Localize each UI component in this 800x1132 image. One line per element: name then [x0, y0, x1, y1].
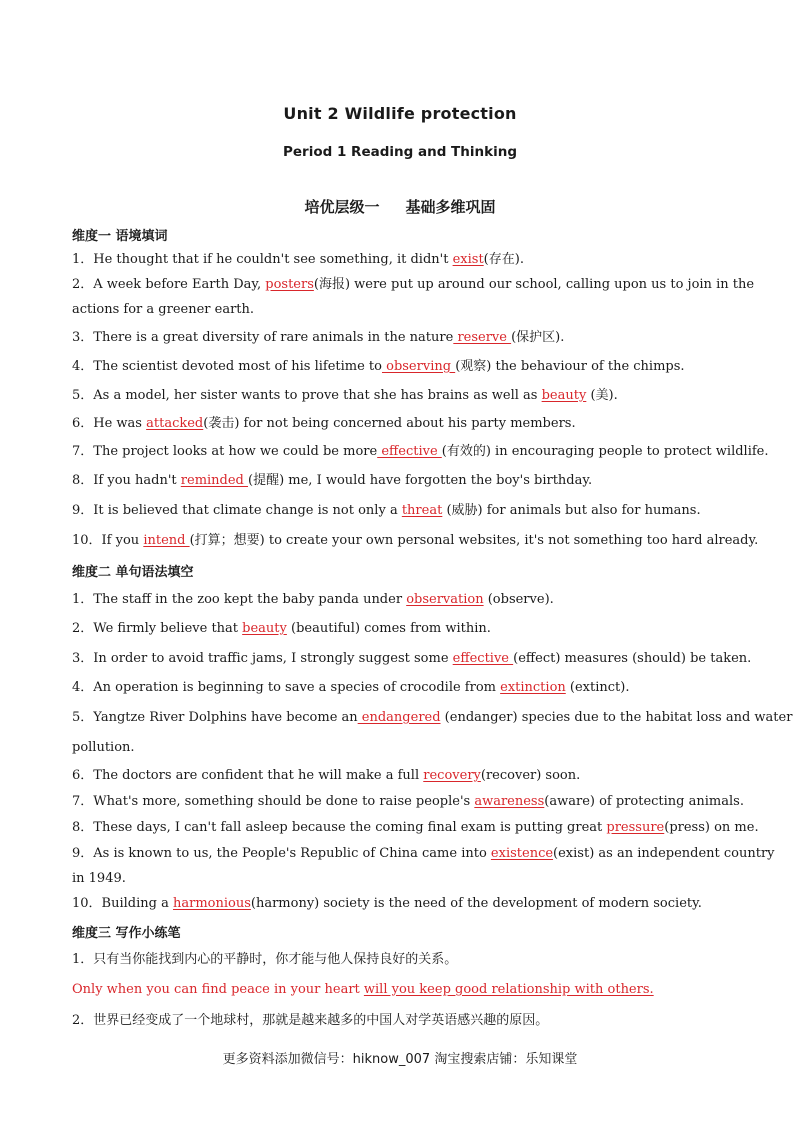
question-2-1: 1．The staff in the zoo kept the baby panda under observation (observe). [72, 592, 554, 607]
question-2-6: 6．The doctors are confident that he will make a full recovery(recover) soon. [72, 768, 581, 783]
level-heading [0, 196, 800, 217]
question-1-5: 5．As a model, her sister wants to prove that she has brains as well as beauty (美). [72, 388, 618, 403]
answer: reminded [180, 473, 249, 488]
question-2-5: 5．Yangtze River Dolphins have become an endangered (endanger) species due to the habitat loss and water [72, 710, 793, 725]
question-1-9: 9．It is believed that climate change is not only a threat (威胁) for animals but also for humans. [72, 503, 701, 518]
question-1-2-cont: actions for a greener earth. [72, 302, 255, 317]
section-heading-2: 维度二 单句语法填空 [72, 565, 194, 580]
answer: harmonious [172, 896, 251, 911]
answer: posters [265, 277, 314, 292]
writing-answer-1: Only when you can find peace in your heart will you keep good relationship with others. [72, 982, 654, 997]
answer: recovery [423, 768, 481, 783]
answer: observing [381, 359, 456, 374]
answer: threat [401, 503, 443, 518]
answer: existence [490, 846, 554, 861]
answer: will you keep good relationship with others. [363, 982, 654, 997]
answer: effective [452, 651, 514, 666]
question-1-8: 8．If you hadn't reminded (提醒) me, I would have forgotten the boy's birthday. [72, 473, 593, 488]
answer: exist [452, 252, 484, 267]
question-2-9: 9．As is known to us, the People's Republic of China came into existence(exist) as an independent country [72, 846, 775, 861]
period-title: Period 1 Reading and Thinking [282, 144, 517, 160]
question-1-7: 7．The project looks at how we could be more effective (有效的) in encouraging people to protect wildlife. [72, 444, 769, 459]
writing-prompt-2: 2．世界已经变成了一个地球村，那就是越来越多的中国人对学英语感兴趣的原因。 [72, 1013, 549, 1028]
answer: awareness [474, 794, 545, 809]
section-heading-3: 维度三 写作小练笔 [72, 926, 181, 941]
answer: extinction [500, 680, 566, 695]
level-label: 培优层级一 [304, 198, 380, 216]
question-1-6: 6．He was attacked(袭击) for not being concerned about his party members. [72, 416, 576, 431]
answer: effective [377, 444, 442, 459]
question-1-1: 1．He thought that if he couldn't see something, it didn't exist(存在). [72, 252, 524, 267]
question-2-4: 4．An operation is beginning to save a species of crocodile from extinction (extinct). [72, 680, 630, 695]
answer: reserve [453, 330, 512, 345]
answer: beauty [541, 388, 587, 403]
question-2-5-cont: pollution. [72, 740, 135, 755]
question-2-3: 3．In order to avoid traffic jams, I strongly suggest some effective (effect) measures (should) be taken. [72, 651, 752, 666]
answer: attacked [146, 416, 204, 431]
level-subtitle: 基础多维巩固 [405, 198, 496, 216]
answer: intend [143, 533, 190, 548]
question-1-3: 3．There is a great diversity of rare animals in the nature reserve (保护区). [72, 330, 565, 345]
answer: beauty [242, 621, 287, 636]
question-2-7: 7．What's more, something should be done to raise people's awareness(aware) of protecting animals. [72, 794, 744, 809]
question-1-10: 10．If you intend (打算；想要) to create your own personal websites, it's not something too hard already. [72, 533, 759, 548]
question-2-10: 10．Building a harmonious(harmony) society is the need of the development of modern society. [72, 896, 702, 911]
answer: observation [406, 592, 484, 607]
question-2-2: 2．We firmly believe that beauty (beautiful) comes from within. [72, 621, 491, 636]
section-heading-1: 维度一 语境填词 [72, 229, 168, 244]
question-1-4: 4．The scientist devoted most of his lifetime to observing (观察) the behaviour of the chimps. [72, 359, 685, 374]
unit-title: Unit 2 Wildlife protection [283, 104, 517, 123]
writing-prompt-1: 1．只有当你能找到内心的平静时，你才能与他人保持良好的关系。 [72, 952, 458, 967]
answer: endangered [357, 710, 441, 725]
question-2-8: 8．These days, I can't fall asleep because the coming final exam is putting great pressure(press) on me. [72, 820, 759, 835]
answer: pressure [606, 820, 665, 835]
question-1-2: 2．A week before Earth Day, posters(海报) were put up around our school, calling upon us to join in the [72, 277, 755, 292]
footer-note: 更多资料添加微信号：hiknow_007 淘宝搜索店铺：乐知课堂 [222, 1052, 578, 1067]
question-2-9-cont: in 1949. [72, 871, 126, 886]
